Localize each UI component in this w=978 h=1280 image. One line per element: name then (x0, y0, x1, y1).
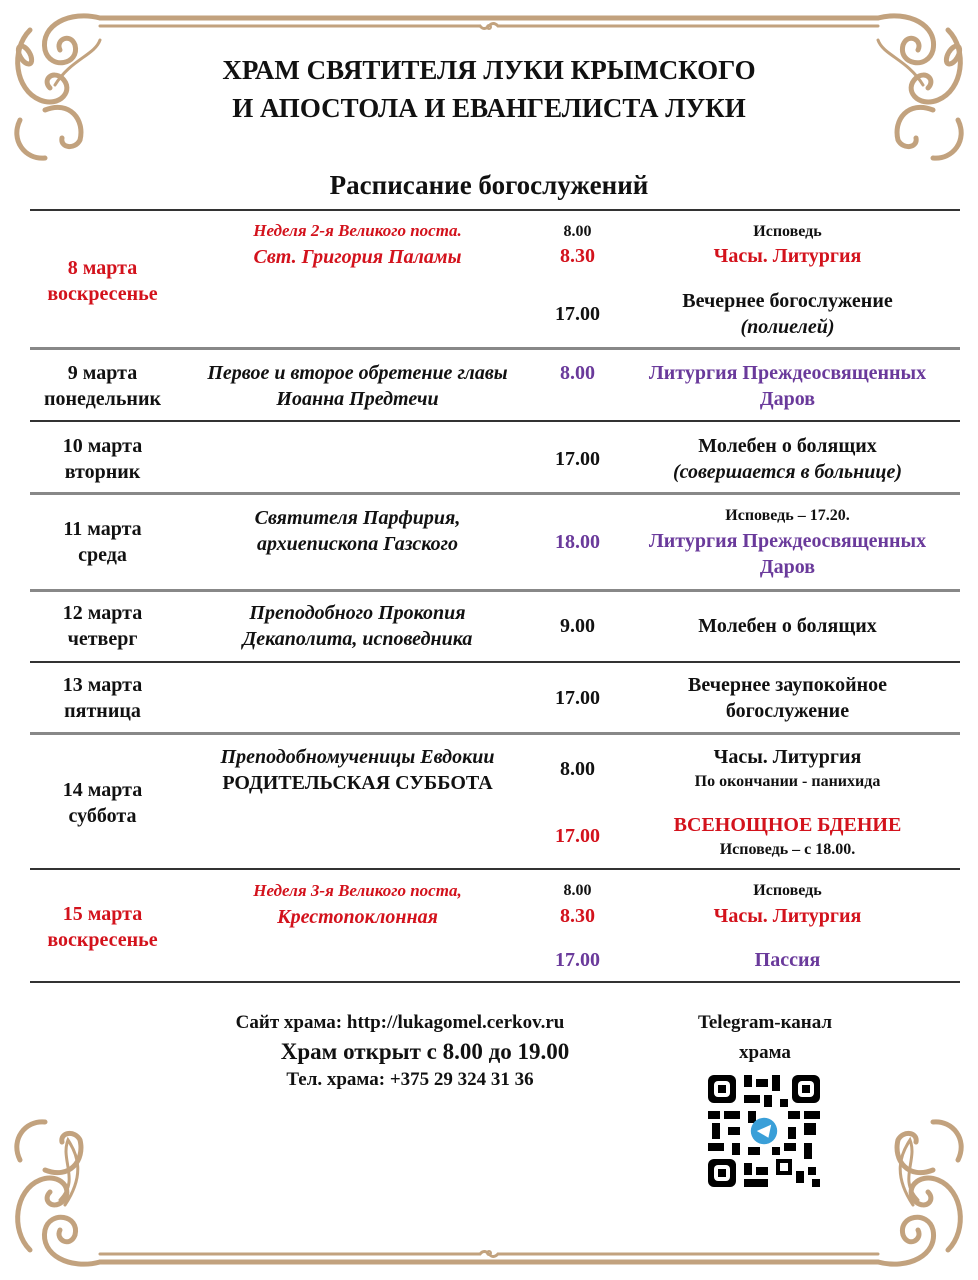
table-divider (30, 981, 960, 983)
row-time: 8.00 (563, 223, 592, 240)
row-time: 8.00 (560, 758, 595, 780)
row-service: Часы. Литургия (713, 746, 862, 768)
row-time: 17.00 (555, 687, 600, 709)
row-service: Исповедь (753, 223, 822, 240)
row-feast: Преподобномученицы Евдокии РОДИТЕЛЬСКАЯ СУББОТА (220, 746, 495, 794)
telegram-label: Telegram-канал (697, 1012, 833, 1033)
church-title-line1: ХРАМ СВЯТИТЕЛЯ ЛУКИ КРЫМСКОГО (222, 55, 756, 85)
row-service: Часы. Литургия (713, 245, 862, 267)
row-feast: Святителя Парфирия, архиепископа Газского (254, 507, 461, 555)
row-service: Литургия Преждеосвященных Даров (648, 530, 927, 578)
row-service-note: Исповедь – с 18.00. (719, 841, 856, 858)
row-service: Вечернее заупокойное богослужение (687, 674, 887, 722)
row-date: 8 марта воскресенье (47, 257, 158, 305)
row-service: Пассия (754, 949, 821, 971)
row-feast: Неделя 3-я Великого поста, Крестопоклонная (253, 881, 462, 928)
row-time: 8.00 (560, 362, 595, 384)
row-date: 13 марта пятница (62, 674, 143, 722)
row-service: Молебен о болящих (698, 615, 877, 637)
telegram-label-2: храма (739, 1042, 791, 1063)
row-service: Часы. Литургия (713, 905, 862, 927)
opening-hours: Храм открыт с 8.00 до 19.00 (280, 1039, 570, 1064)
row-date: 11 марта среда (63, 518, 142, 566)
row-date: 10 марта вторник (62, 435, 143, 483)
row-feast: Преподобного Прокопия Декаполита, исповедника (242, 602, 473, 650)
row-time: 8.00 (563, 882, 592, 899)
table-divider (30, 661, 960, 663)
ornament-frame-bottom (0, 1110, 978, 1280)
row-date: 14 марта суббота (62, 779, 143, 827)
row-date: 15 марта воскресенье (47, 903, 158, 951)
row-service: Вечернее богослужение (682, 290, 893, 312)
table-divider (30, 589, 960, 592)
row-service-note: По окончании - панихида (694, 773, 881, 790)
row-time: 8.30 (560, 245, 595, 267)
row-service-note: (полиелей) (740, 316, 835, 338)
row-service: Исповедь – 17.20. (725, 507, 850, 524)
row-time: 17.00 (555, 448, 600, 470)
row-feast: Первое и второе обретение главы Иоанна Предтечи (207, 362, 508, 410)
table-divider (30, 492, 960, 495)
row-service: Исповедь (753, 882, 822, 899)
table-divider (30, 420, 960, 422)
telegram-qr-code-icon[interactable] (708, 1075, 820, 1187)
row-date: 9 марта понедельник (43, 362, 162, 410)
church-title-line2: И АПОСТОЛА И ЕВАНГЕЛИСТА ЛУКИ (232, 93, 746, 123)
table-divider (30, 347, 960, 350)
website-link[interactable]: Сайт храма: http://lukagomel.cerkov.ru (235, 1012, 565, 1033)
table-divider (30, 868, 960, 870)
schedule-heading: Расписание богослужений (329, 170, 649, 200)
table-divider (30, 209, 960, 211)
row-time: 17.00 (555, 303, 600, 325)
row-feast: Неделя 2-я Великого поста. Свт. Григория Паламы (253, 221, 462, 268)
row-service: Литургия Преждеосвященных Даров (648, 362, 927, 410)
phone-number: Тел. храма: +375 29 324 31 36 (286, 1069, 534, 1090)
row-time: 18.00 (555, 531, 600, 553)
row-time: 9.00 (560, 615, 595, 637)
table-divider (30, 732, 960, 735)
row-time: 17.00 (555, 825, 600, 847)
row-time: 8.30 (560, 905, 595, 927)
row-service: ВСЕНОЩНОЕ БДЕНИЕ (673, 814, 902, 836)
row-service: Молебен о болящих (совершается в больнице) (672, 435, 903, 483)
row-date: 12 марта четверг (62, 602, 143, 650)
row-time: 17.00 (555, 949, 600, 971)
